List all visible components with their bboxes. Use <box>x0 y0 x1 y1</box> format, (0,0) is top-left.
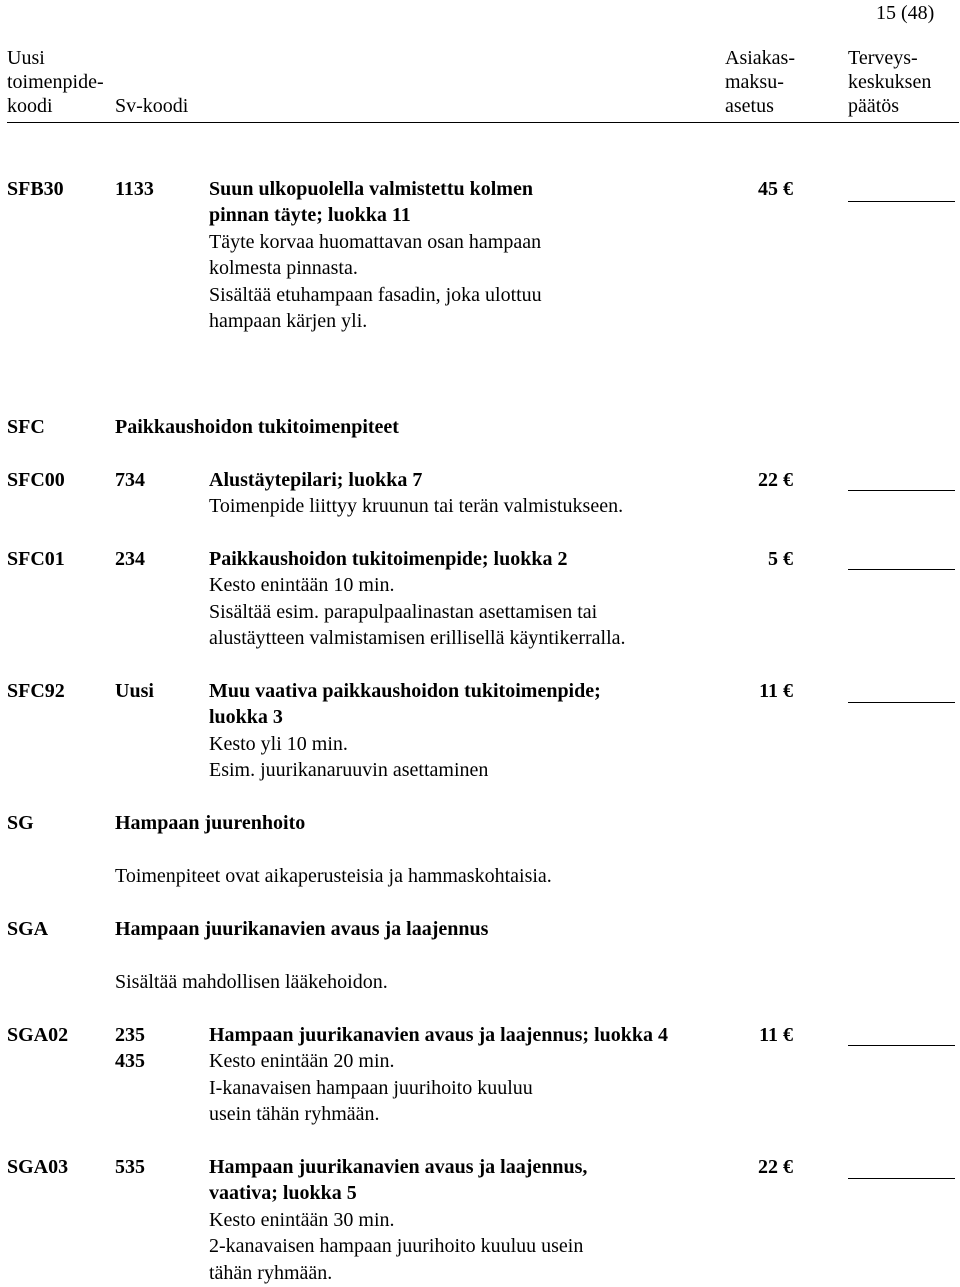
decision-line-sfb30 <box>848 201 955 202</box>
desc-line: Kesto enintään 10 min. <box>209 574 395 597</box>
header-hc-decision-line1: Terveys- <box>848 47 918 69</box>
header-fee-decree-line3: asetus <box>725 95 774 117</box>
header-new-code-line1: Uusi <box>7 47 45 69</box>
code-sfc92: SFC92 <box>7 680 65 702</box>
sv-code-line: 235 <box>115 1024 145 1046</box>
header-new-code-line2: toimenpide- <box>7 71 104 93</box>
header-new-code <box>7 46 104 118</box>
section-note-sga: Sisältää mahdollisen lääkehoidon. <box>115 971 388 993</box>
page-number: 15 (48) <box>876 2 935 24</box>
decision-line-sfc92 <box>848 702 955 703</box>
header-fee-decree-line2: maksu- <box>725 71 784 93</box>
entry-sfc92 <box>209 678 601 784</box>
sv-sga03: 535 <box>115 1156 145 1178</box>
desc-line: 2-kanavaisen hampaan juurihoito kuuluu usein <box>209 1235 584 1258</box>
section-title-sg: Hampaan juurenhoito <box>115 812 306 834</box>
desc-line: Kesto enintään 20 min. <box>209 1050 395 1073</box>
entry-sfc00 <box>209 467 623 520</box>
code-sga: SGA <box>7 918 49 940</box>
price-sfb30: 45 € <box>758 178 793 200</box>
desc-line: kolmesta pinnasta. <box>209 257 358 280</box>
header-rule <box>7 122 959 123</box>
header-hc-decision-line3: päätös <box>848 95 900 117</box>
desc-line: Kesto enintään 30 min. <box>209 1208 395 1231</box>
desc-line: hampaan kärjen yli. <box>209 310 368 333</box>
desc-line: Kesto yli 10 min. <box>209 732 348 755</box>
price-sfc92: 11 € <box>759 680 793 702</box>
title-line: vaativa; luokka 5 <box>209 1182 357 1205</box>
code-sga02: SGA02 <box>7 1024 69 1046</box>
price-sfc00: 22 € <box>758 469 793 491</box>
sv-sfc01: 234 <box>115 548 145 570</box>
desc-line: usein tähän ryhmään. <box>209 1103 380 1126</box>
header-fee-decree <box>725 46 795 118</box>
code-sfc01: SFC01 <box>7 548 65 570</box>
desc-line: Sisältää esim. parapulpaalinastan asettamisen tai <box>209 600 598 623</box>
desc-line: Toimenpide liittyy kruunun tai terän valmistukseen. <box>209 495 624 518</box>
desc-line: I-kanavaisen hampaan juurihoito kuuluu <box>209 1076 533 1099</box>
title-line: luokka 3 <box>209 706 283 729</box>
sv-sfb30: 1133 <box>115 178 154 200</box>
decision-line-sfc01 <box>848 569 955 570</box>
section-title-sfc: Paikkaushoidon tukitoimenpiteet <box>115 416 399 438</box>
entry-sga03 <box>209 1154 587 1286</box>
decision-line-sfc00 <box>848 490 955 491</box>
header-sv-code: Sv-koodi <box>115 95 189 117</box>
desc-line: Esim. juurikanaruuvin asettaminen <box>209 759 489 782</box>
entry-sfb30 <box>209 176 542 334</box>
sv-code-line: 435 <box>115 1050 145 1073</box>
sv-sga02 <box>115 1022 145 1075</box>
header-hc-decision <box>848 46 931 118</box>
title-line: pinnan täyte; luokka 11 <box>209 204 411 227</box>
title-line: Hampaan juurikanavien avaus ja laajennus; luokka 4 <box>209 1024 669 1046</box>
decision-line-sga03 <box>848 1178 955 1179</box>
code-sfc: SFC <box>7 416 45 438</box>
sv-sfc00: 734 <box>115 469 145 491</box>
section-note-sg: Toimenpiteet ovat aikaperusteisia ja hammaskohtaisia. <box>115 865 552 887</box>
title-line: Suun ulkopuolella valmistettu kolmen <box>209 178 533 200</box>
title-line: Hampaan juurikanavien avaus ja laajennus, <box>209 1156 588 1178</box>
code-sfc00: SFC00 <box>7 469 65 491</box>
title-line: Muu vaativa paikkaushoidon tukitoimenpide; <box>209 680 601 702</box>
desc-line: alustäytteen valmistamisen erillisellä käyntikerralla. <box>209 627 626 650</box>
title-line: Alustäytepilari; luokka 7 <box>209 469 423 491</box>
sv-sfc92: Uusi <box>115 680 154 702</box>
section-title-sga: Hampaan juurikanavien avaus ja laajennus <box>115 918 489 940</box>
desc-line: Sisältää etuhampaan fasadin, joka ulottuu <box>209 283 542 306</box>
price-sga02: 11 € <box>759 1024 793 1046</box>
header-new-code-line3: koodi <box>7 95 53 117</box>
desc-line: Täyte korvaa huomattavan osan hampaan <box>209 230 542 253</box>
desc-line: tähän ryhmään. <box>209 1261 333 1284</box>
header-hc-decision-line2: keskuksen <box>848 71 932 93</box>
price-sga03: 22 € <box>758 1156 793 1178</box>
header-fee-decree-line1: Asiakas- <box>725 47 795 69</box>
code-sga03: SGA03 <box>7 1156 69 1178</box>
price-sfc01: 5 € <box>768 548 793 570</box>
entry-sfc01 <box>209 546 626 652</box>
code-sg: SG <box>7 812 34 834</box>
decision-line-sga02 <box>848 1045 955 1046</box>
entry-sga02 <box>209 1022 668 1128</box>
code-sfb30: SFB30 <box>7 178 64 200</box>
title-line: Paikkaushoidon tukitoimenpide; luokka 2 <box>209 548 568 570</box>
